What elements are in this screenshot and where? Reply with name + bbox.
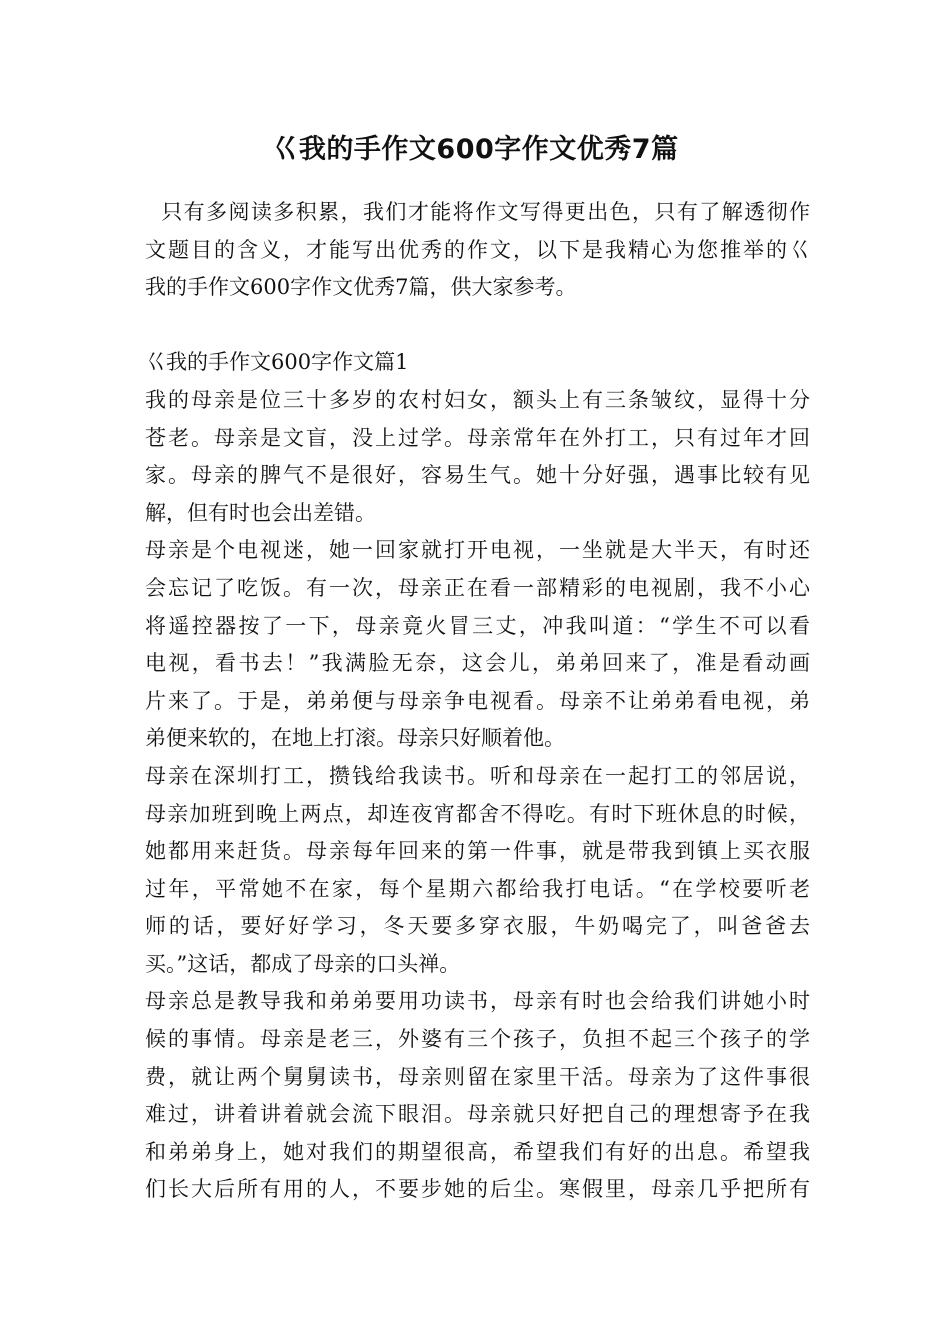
paragraph-line: 母亲是个电视迷，她一回家就打开电视，一坐就是大半天，有时还	[145, 538, 810, 563]
paragraph-3	[145, 758, 810, 984]
paragraph-line: 母亲在深圳打工，攒钱给我读书。听和母亲在一起打工的邻居说，	[145, 763, 810, 788]
intro-line: 我的手作文600字作文优秀7篇，供大家参考。	[145, 275, 577, 300]
paragraph-line: 候的事情。母亲是老三，外婆有三个孩子，负担不起三个孩子的学	[145, 1027, 810, 1052]
paragraph-4	[145, 983, 810, 1209]
paragraph-2	[145, 532, 810, 758]
paragraph-line: 电视，看书去！”我满脸无奈，这会儿，弟弟回来了，准是看动画	[145, 651, 810, 676]
intro-paragraph	[145, 194, 810, 307]
paragraph-line: 过年，平常她不在家，每个星期六都给我打电话。“在学校要听老	[145, 876, 810, 901]
paragraph-line: 买。”这话，都成了母亲的口头禅。	[145, 951, 461, 976]
paragraph-line: 片来了。于是，弟弟便与母亲争电视看。母亲不让弟弟看电视，弟	[145, 688, 810, 713]
paragraph-line: 母亲加班到晚上两点，却连夜宵都舍不得吃。有时下班休息的时候，	[145, 801, 810, 826]
paragraph-line: 她都用来赶货。母亲每年回来的第一件事，就是带我到镇上买衣服	[145, 839, 810, 864]
paragraph-line: 师的话，要好好学习，冬天要多穿衣服，牛奶喝完了，叫爸爸去	[145, 914, 810, 939]
document-body	[145, 194, 810, 1209]
paragraph-line: 费，就让两个舅舅读书，母亲则留在家里干活。母亲为了这件事很	[145, 1064, 810, 1089]
paragraph-line: 难过，讲着讲着就会流下眼泪。母亲就只好把自己的理想寄予在我	[145, 1102, 810, 1127]
blank-line	[145, 307, 810, 345]
paragraph-line: 们长大后所有用的人，不要步她的后尘。寒假里，母亲几乎把所有	[145, 1177, 810, 1202]
section-heading: 巜我的手作文600字作文篇1	[145, 350, 409, 375]
paragraph-line: 母亲总是教导我和弟弟要用功读书，母亲有时也会给我们讲她小时	[145, 989, 810, 1014]
document-title: 巜我的手作文600字作文优秀7篇	[271, 134, 679, 165]
intro-line: 文题目的含义，才能写出优秀的作文，以下是我精心为您推举的巜	[145, 237, 810, 262]
paragraph-line: 我的母亲是位三十多岁的农村妇女，额头上有三条皱纹，显得十分	[145, 387, 810, 412]
paragraph-line: 会忘记了吃饭。有一次，母亲正在看一部精彩的电视剧，我不小心	[145, 575, 810, 600]
intro-line: 只有多阅读多积累，我们才能将作文写得更出色，只有了解透彻作	[145, 200, 810, 224]
paragraph-1	[145, 382, 810, 532]
paragraph-line: 解，但有时也会出差错。	[145, 500, 376, 525]
paragraph-line: 将遥控器按了一下，母亲竟火冒三丈，冲我叫道：“学生不可以看	[145, 613, 810, 638]
paragraph-line: 苍老。母亲是文盲，没上过学。母亲常年在外打工，只有过年才回	[145, 425, 810, 450]
paragraph-line: 家。母亲的脾气不是很好，容易生气。她十分好强，遇事比较有见	[145, 463, 810, 488]
paragraph-line: 和弟弟身上，她对我们的期望很高，希望我们有好的出息。希望我	[145, 1139, 810, 1164]
paragraph-line: 弟便来软的，在地上打滚。母亲只好顺着他。	[145, 726, 565, 751]
